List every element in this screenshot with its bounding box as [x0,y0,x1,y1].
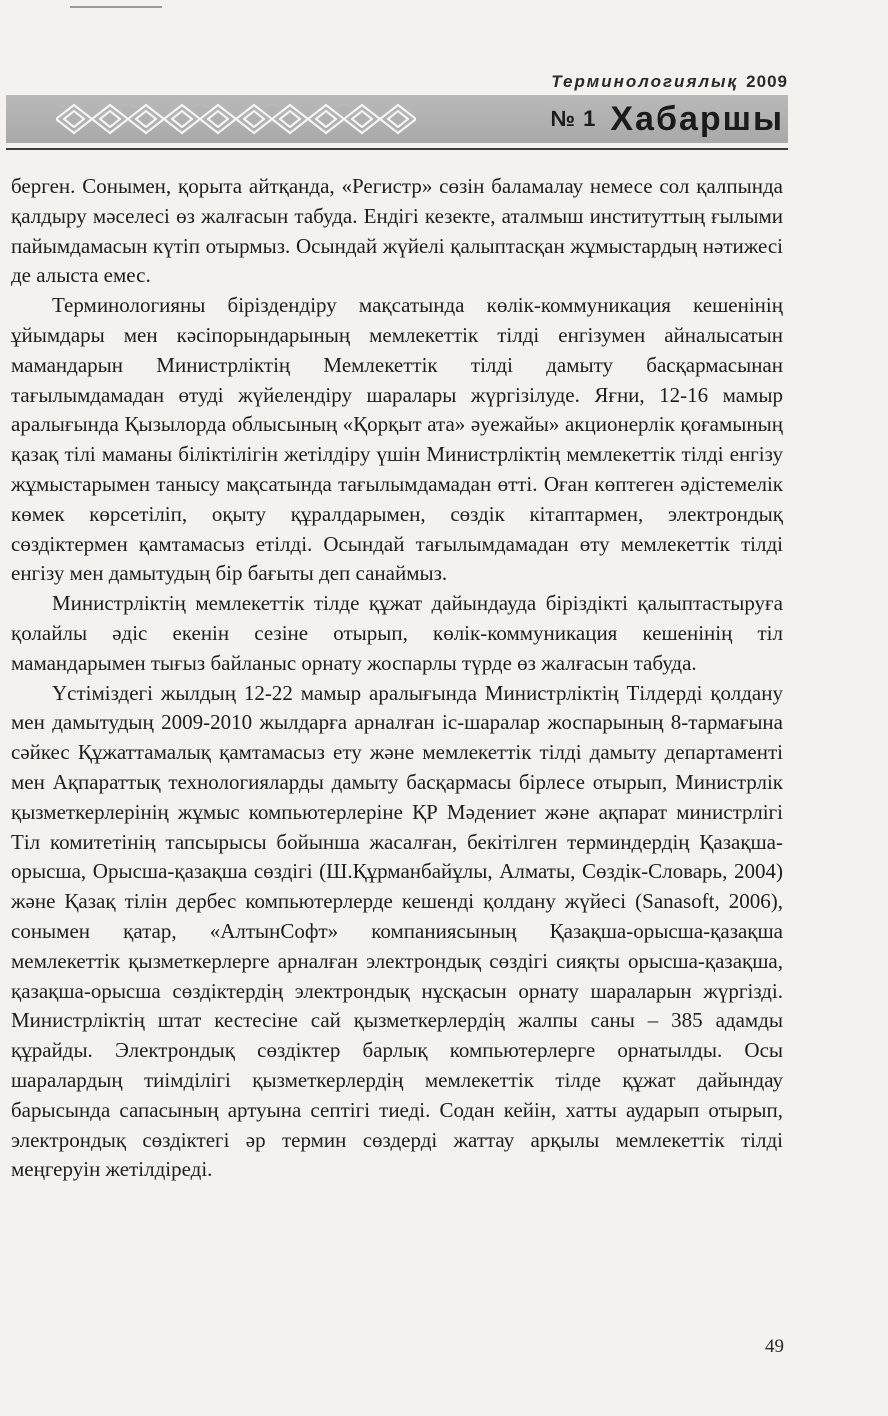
paragraph-2: Терминологияны біріздендіру мақсатында көлік-коммуникация кешенінің ұйымдары мен кәсіпорындарының мемлекеттік тілді енгізумен айналысатын мамандарын Министрліктің Мемлекеттік тілді дамыту басқармасынан тағылымдамадан өтуді жүйелендіру шаралары жүргізілуде. Яғни, 12-16 мамыр аралығында Қызылорда облысының «Қорқыт ата» әуежайы» акционерлік қоғамының қазақ тілі маманы біліктілігін жетілдіру үшін Министрліктің мемлекеттік тілді енгізу жұмыстарымен танысу мақсатында тағылымдамадан өтті. Оған көптеген әдістемелік көмек көрсетіліп, оқыту құралдарымен, сөздік кітаптармен, электрондық сөздіктермен қамтамасыз етілді. Осындай тағылымдамадан өту мемлекеттік тілді енгізу мен дамытудың бір бағыты деп санаймыз. [11,293,783,586]
paragraph-3: Министрліктің мемлекеттік тілде құжат дайындауда біріздікті қалыптастыруға қолайлы әдіс екенін сезіне отырып, көлік-коммуникация кешенінің тіл мамандарымен тығыз байланыс орнату жоспарлы түрде өз жалғасын табуда. [11,591,783,675]
ornament-pattern-icon [56,100,416,138]
journal-year: 2009 [746,72,788,91]
journal-name: Хабаршы [610,99,784,138]
journal-masthead [550,95,784,143]
header-rule [6,148,788,150]
article-body [11,172,783,1185]
paragraph-1: берген. Сонымен, қорыта айтқанда, «Регистр» сөзін баламалау немесе сол қалпында қалдыру мәселесі өз жалғасын табуда. Ендігі кезекте, аталмыш институттың ғылыми пайымдамасын күтіп отырмыз. Осындай жүйелі қалыптасқан жұмыстардың нәтижесі де алыста емес. [11,174,783,288]
page-number: 49 [765,1336,784,1357]
header-band [6,95,788,143]
top-edge-line [70,6,162,8]
journal-series-title [551,72,788,92]
paragraph-4: Үстіміздегі жылдың 12-22 мамыр аралығында Министрліктің Тілдерді қолдану мен дамытудың 2009-2010 жылдарға арналған іс-шаралар жоспарының 8-тармағына сәйкес Құжаттамалық қамтамасыз ету және мемлекеттік тілді дамыту департаменті мен Ақпараттық технологияларды дамыту басқармасы бірлесе отырып, Министрлік қызметкерлерінің жұмыс компьютерлеріне ҚР Мәдениет және ақпарат министрлігі Тіл комитетінің тапсырысы бойынша жасалған, бекітілген терминдердің Қазақша-орысша, Орысша-қазақша сөздігі (Ш.Құрманбайұлы, Алматы, Сөздік-Словарь, 2004) және Қазақ тілін дербес компьютерлерде кешенді қолдану жүйесі (Sanasoft, 2006), сонымен қатар, «АлтынСофт» компаниясының Қазақша-орысша-қазақша мемлекеттік қызметкерлерге арналған электрондық сөздігі сияқты орысша-қазақша, қазақша-орысша сөздіктердің электрондық нұсқасын орнату шараларын жүргізді. Министрліктің штат кестесіне сай қызметкерлердің жалпы саны – 385 адамды құрайды. Электрондық сөздіктер барлық компьютерлерге орнатылды. Осы шаралардың тиімділігі қызметкерлердің мемлекеттік тілде құжат дайындау барысында сапасының артуына септігі тиеді. Содан кейін, хатты аударып отырып, электрондық сөздіктегі әр термин сөздерді жаттау арқылы мемлекеттік тілді меңгеруін жетілдіреді. [11,680,783,1182]
issue-number: № 1 [550,106,597,131]
journal-series-name: Терминологиялық [551,72,739,91]
